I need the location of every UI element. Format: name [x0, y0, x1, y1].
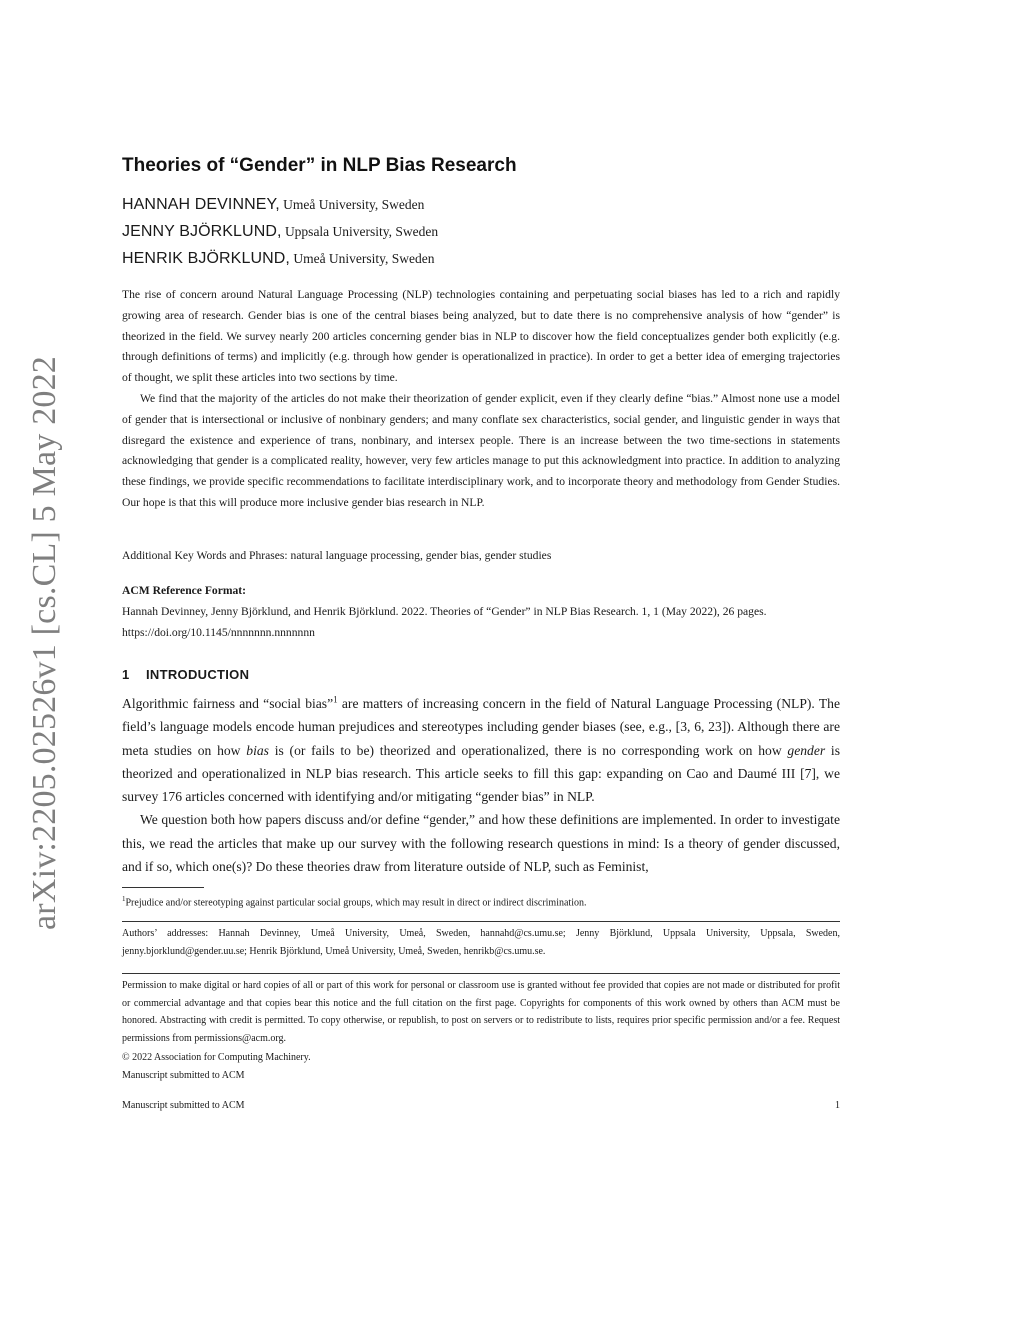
addresses-divider: [122, 921, 840, 922]
introduction-body: [122, 692, 840, 878]
author-affiliation: Umeå University, Sweden: [283, 197, 425, 212]
footer-venue: Manuscript submitted to ACM: [122, 1100, 245, 1111]
acm-reference-text: Hannah Devinney, Jenny Björklund, and Henrik Björklund. 2022. Theories of “Gender” in NLP Bias Research. 1, 1 (May 2022), 26 pages. https://doi.org/10.1145/nnnnnnn.nnnnnnn: [122, 605, 767, 639]
footnote-text: Prejudice and/or stereotyping against particular social groups, which may result in direct or indirect discrimination.: [125, 897, 587, 909]
abstract-paragraph: We find that the majority of the articles do not make their theorization of gender explicit, even if they clearly define “bias.” Almost none use a model of gender that is intersectional or inclusive of nonbinary genders; and many conflate sex characteristics, social gender, and linguistic gender in ways that disregard the existence and experience of trans, nonbinary, and intersex people. There is an increase between the two time-sections in statements acknowledging that gender is a complicated reality, however, very few articles manage to put this acknowledgment into practice. In addition to analyzing these findings, we provide specific recommendations to facilitate interdisciplinary work, and to incorporate theory and methodology from Gender Studies. Our hope is that this will produce more inclusive gender bias research in NLP.: [122, 391, 840, 509]
body-paragraph: We question both how papers discuss and/or define “gender,” and how these definitions are implemented. In order to investigate this, we read the articles that make up our survey with the following research questions in mind: Is a theory of gender discussed, and if so, which one(s)? Do these theories draw from literature outside of NLP, such as Feminist,: [122, 812, 840, 875]
permission-divider: [122, 973, 840, 974]
abstract: [122, 285, 840, 514]
author-affiliation: Uppsala University, Sweden: [284, 224, 439, 239]
page-number: 1: [835, 1100, 840, 1111]
abstract-paragraph: The rise of concern around Natural Language Processing (NLP) technologies containing and perpetuating social biases has led to a rich and rapidly growing area of research. Gender bias is one of the central biases being analyzed, but to date there is no comprehensive analysis of how “gender” is theorized in the field. We survey nearly 200 articles concerning gender bias in NLP to discover how the field conceptualizes gender both explicitly (e.g. through definitions of terms) and implicitly (e.g. through how gender is operationalized in practice). In order to get a better idea of emerging trajectories of thought, we split these articles into two sections by time.: [122, 288, 840, 385]
author-line: [122, 250, 435, 268]
keywords: Additional Key Words and Phrases: natural language processing, gender bias, gender studies: [122, 549, 552, 562]
author-line: [122, 223, 438, 241]
author-name: HENRIK BJÖRKLUND,: [122, 250, 290, 267]
author-name: JENNY BJÖRKLUND,: [122, 223, 282, 240]
permission-notice: Permission to make digital or hard copies of all or part of this work for personal or classroom use is granted without fee provided that copies are not made or distributed for profit or commercial advantage and that copies bear this notice and the full citation on the first page. Copyrights for components of this work owned by others than ACM must be honored. Abstracting with credit is permitted. To copy otherwise, or republish, to post on servers or to redistribute to lists, requires prior specific permission and/or a fee. Request permissions from permissions@acm.org. © 2022 Association for Computing Machinery. Manuscript submitted to ACM: [122, 977, 840, 1084]
acm-reference-format: [122, 580, 840, 643]
paper-title: Theories of “Gender” in NLP Bias Research: [122, 155, 517, 176]
manuscript-note: Manuscript submitted to ACM: [122, 1069, 245, 1081]
footnote-number: 1: [122, 895, 126, 903]
page-footer: [122, 1100, 840, 1111]
acm-reference-heading: ACM Reference Format:: [122, 584, 247, 597]
footnote-divider: [122, 887, 204, 888]
author-affiliation: Umeå University, Sweden: [293, 251, 435, 266]
body-paragraph: Algorithmic fairness and “social bias”$^1$ are matters of increasing concern in the field of Natural Language Processing (NLP). The field’s language models encode human prejudices and stereotypes including gender biases (see, e.g., [3, 6, 23]). Although there are meta studies on how bias is (or fails to be) theorized and operationalized, there is no corresponding work on how gender is theorized and operationalized in NLP bias research. This article seeks to fill this gap: expanding on Cao and Daumé III [7], we survey 176 articles concerned with identifying and/or mitigating “gender bias” in NLP.: [122, 694, 840, 805]
author-name: HANNAH DEVINNEY,: [122, 196, 280, 213]
author-addresses: Authors’ addresses: Hannah Devinney, Umeå University, Umeå, Sweden, hannahd@cs.umu.se; Jenny Björklund, Uppsala University, Uppsala, Sweden, jenny.bjorklund@gender.uu.se; Henrik Björklund, Umeå University, Umeå, Sweden, henrikb@cs.umu.se.: [122, 928, 840, 957]
arxiv-identifier-stamp: [20, 355, 70, 930]
section-number: 1: [122, 667, 130, 682]
section-title: INTRODUCTION: [146, 667, 250, 682]
author-line: [122, 196, 424, 214]
footnote: [122, 892, 840, 910]
footnote-marker[interactable]: 1: [333, 694, 338, 705]
section-heading: [122, 667, 249, 682]
copyright-line: © 2022 Association for Computing Machinery.: [122, 1052, 311, 1063]
arxiv-identifier-text: arXiv:2205.02526v1 [cs.CL] 5 May 2022: [26, 355, 63, 930]
